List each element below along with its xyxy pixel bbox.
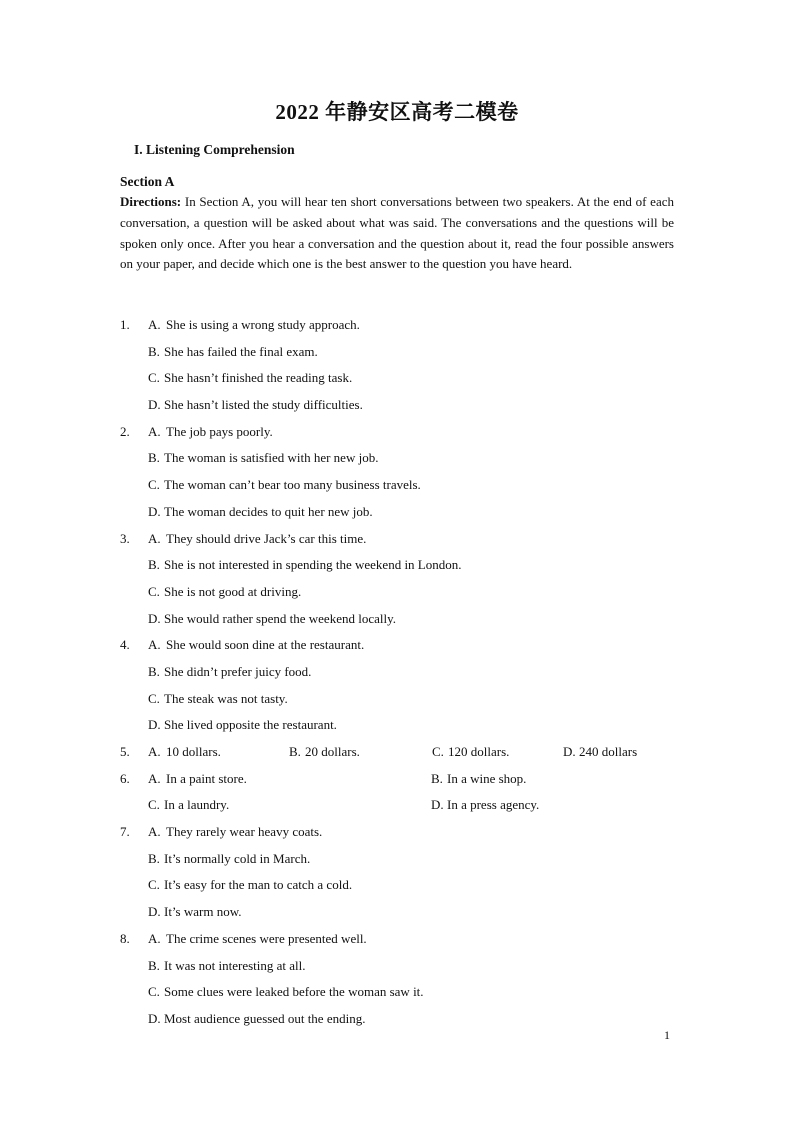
option-letter: D.: [563, 744, 576, 759]
option-letter: B.: [148, 450, 160, 466]
question-item: [120, 526, 680, 633]
option-text: She didn’t prefer juicy food.: [164, 663, 312, 679]
option-text: She is not interested in spending the weekend in London.: [164, 557, 462, 573]
option-letter: C.: [148, 370, 160, 386]
option-row: [120, 792, 680, 819]
option-letter: A.: [148, 423, 161, 439]
option-row: [120, 392, 680, 419]
answer-option: [148, 979, 424, 1006]
option-letter: D.: [148, 1010, 161, 1026]
question-number: 3.: [120, 530, 130, 546]
question-item: [120, 926, 680, 1033]
option-text: It’s easy for the man to catch a cold.: [164, 877, 353, 893]
option-row: [120, 526, 680, 553]
option-letter: B.: [431, 770, 443, 786]
question-item: [120, 819, 680, 926]
answer-option: [148, 526, 366, 553]
option-letter: C.: [148, 984, 160, 1000]
option-row: [120, 899, 680, 926]
option-text: Some clues were leaked before the woman saw it.: [164, 984, 424, 1000]
option-text: 10 dollars.: [166, 744, 221, 759]
question-number: 2.: [120, 423, 130, 439]
answer-option: [148, 792, 229, 819]
option-row: [120, 686, 680, 713]
answer-option: [148, 712, 337, 739]
option-letter: C.: [148, 583, 160, 599]
option-letter: D.: [148, 904, 161, 920]
answer-option: [148, 926, 367, 953]
option-letter: B.: [148, 663, 160, 679]
option-letter: A.: [148, 530, 161, 546]
option-letter: B.: [148, 343, 160, 359]
answer-option: [148, 659, 311, 686]
section-heading: Section A: [120, 174, 175, 189]
option-letter: B.: [148, 850, 160, 866]
answer-option: [148, 472, 421, 499]
option-letter: A.: [148, 770, 161, 786]
option-row: [120, 846, 680, 873]
answer-option: [148, 953, 306, 980]
option-text: The job pays poorly.: [166, 423, 273, 439]
option-letter: C.: [148, 797, 160, 813]
option-text: The woman can’t bear too many business travels.: [164, 477, 421, 493]
question-list: [120, 312, 680, 1033]
option-row: [120, 445, 680, 472]
option-row: [120, 739, 680, 766]
option-row: [120, 953, 680, 980]
answer-option: [148, 419, 273, 446]
option-letter: D.: [148, 610, 161, 626]
option-text: In a wine shop.: [447, 770, 527, 786]
option-text: In a press agency.: [447, 797, 540, 813]
option-text: She is not good at driving.: [164, 583, 302, 599]
answer-option: [148, 1006, 365, 1033]
question-item: [120, 419, 680, 526]
option-letter: D.: [148, 717, 161, 733]
option-row: [120, 872, 680, 899]
option-text: She lived opposite the restaurant.: [164, 717, 337, 733]
answer-option: [148, 846, 310, 873]
answer-option: [148, 872, 352, 899]
question-number: 7.: [120, 824, 130, 840]
option-row: [120, 472, 680, 499]
option-row: [120, 365, 680, 392]
option-row: [120, 659, 680, 686]
option-text: The woman is satisfied with her new job.: [164, 450, 379, 466]
answer-option: [148, 365, 352, 392]
option-row: [120, 552, 680, 579]
answer-option: [148, 445, 378, 472]
option-letter: D.: [148, 397, 161, 413]
question-item: [120, 632, 680, 739]
answer-option: [148, 339, 318, 366]
question-number: 6.: [120, 770, 130, 786]
option-row: [120, 766, 680, 793]
option-letter: C.: [148, 877, 160, 893]
option-letter: B.: [148, 557, 160, 573]
answer-option: [148, 819, 322, 846]
question-item: [120, 312, 680, 419]
option-row: [120, 1006, 680, 1033]
option-row: [120, 419, 680, 446]
answer-option: [148, 686, 288, 713]
option-letter: D.: [148, 503, 161, 519]
option-letter: C.: [148, 690, 160, 706]
answer-option: [148, 606, 396, 633]
option-letter: B.: [148, 957, 160, 973]
option-row: [120, 339, 680, 366]
answer-option: [148, 312, 360, 339]
answer-option: [148, 739, 221, 766]
answer-option: [148, 392, 363, 419]
option-row: [120, 312, 680, 339]
option-row: [120, 979, 680, 1006]
answer-option: [432, 739, 509, 766]
option-text: 20 dollars.: [305, 744, 360, 759]
option-letter: A.: [148, 930, 161, 946]
directions-label: Directions:: [120, 194, 182, 209]
option-letter: A.: [148, 824, 161, 840]
option-row: [120, 926, 680, 953]
option-text: It’s normally cold in March.: [164, 850, 311, 866]
option-text: The steak was not tasty.: [164, 690, 288, 706]
option-text: She would soon dine at the restaurant.: [166, 637, 365, 653]
directions-paragraph: [120, 192, 674, 275]
answer-option: [148, 552, 462, 579]
option-text: She would rather spend the weekend locally.: [164, 610, 397, 626]
question-number: 1.: [120, 317, 130, 332]
question-number: 4.: [120, 637, 130, 653]
page-number: 1: [664, 1028, 670, 1042]
answer-option: [148, 579, 301, 606]
answer-option: [563, 739, 637, 766]
option-letter: A.: [148, 744, 161, 759]
question-number: 5.: [120, 744, 130, 759]
answer-option: [431, 792, 539, 819]
answer-option: [148, 899, 242, 926]
page-title: 2022 年静安区高考二模卷: [275, 100, 519, 124]
option-text: It’s warm now.: [164, 904, 242, 920]
question-number: 8.: [120, 930, 130, 946]
option-row: [120, 499, 680, 526]
answer-option: [148, 499, 373, 526]
directions-text: In Section A, you will hear ten short conversations between two speakers. At the end of each conversation, a question will be asked about what was said. The conversations and the questions will be spoken only once. After you hear a conversation and the question about it, read the four possible answers on your paper, and decide which one is the best answer to the question you have heard.: [120, 194, 674, 272]
option-row: [120, 712, 680, 739]
option-text: They should drive Jack’s car this time.: [166, 530, 367, 546]
option-letter: C.: [148, 477, 160, 493]
option-text: She is using a wrong study approach.: [166, 317, 360, 332]
answer-option: [148, 632, 364, 659]
option-text: In a laundry.: [164, 797, 230, 813]
option-text: Most audience guessed out the ending.: [164, 1010, 366, 1026]
option-row: [120, 632, 680, 659]
option-text: 120 dollars.: [448, 744, 510, 759]
answer-option: [289, 739, 360, 766]
option-text: She hasn’t finished the reading task.: [164, 370, 353, 386]
option-letter: A.: [148, 317, 161, 332]
question-item: [120, 766, 680, 819]
option-row: [120, 606, 680, 633]
option-letter: C.: [432, 744, 444, 759]
option-text: In a paint store.: [166, 770, 247, 786]
option-row: [120, 819, 680, 846]
question-item: [120, 739, 680, 766]
option-text: They rarely wear heavy coats.: [166, 824, 323, 840]
option-row: [120, 579, 680, 606]
option-letter: B.: [289, 744, 301, 759]
option-text: The crime scenes were presented well.: [166, 930, 367, 946]
option-text: She has failed the final exam.: [164, 343, 318, 359]
option-letter: A.: [148, 637, 161, 653]
part-heading: I. Listening Comprehension: [134, 142, 295, 157]
option-text: 240 dollars: [579, 744, 638, 759]
answer-option: [148, 766, 247, 793]
answer-option: [431, 766, 526, 793]
option-letter: D.: [431, 797, 444, 813]
option-text: It was not interesting at all.: [164, 957, 306, 973]
option-text: She hasn’t listed the study difficulties.: [164, 397, 363, 413]
option-text: The woman decides to quit her new job.: [164, 503, 373, 519]
